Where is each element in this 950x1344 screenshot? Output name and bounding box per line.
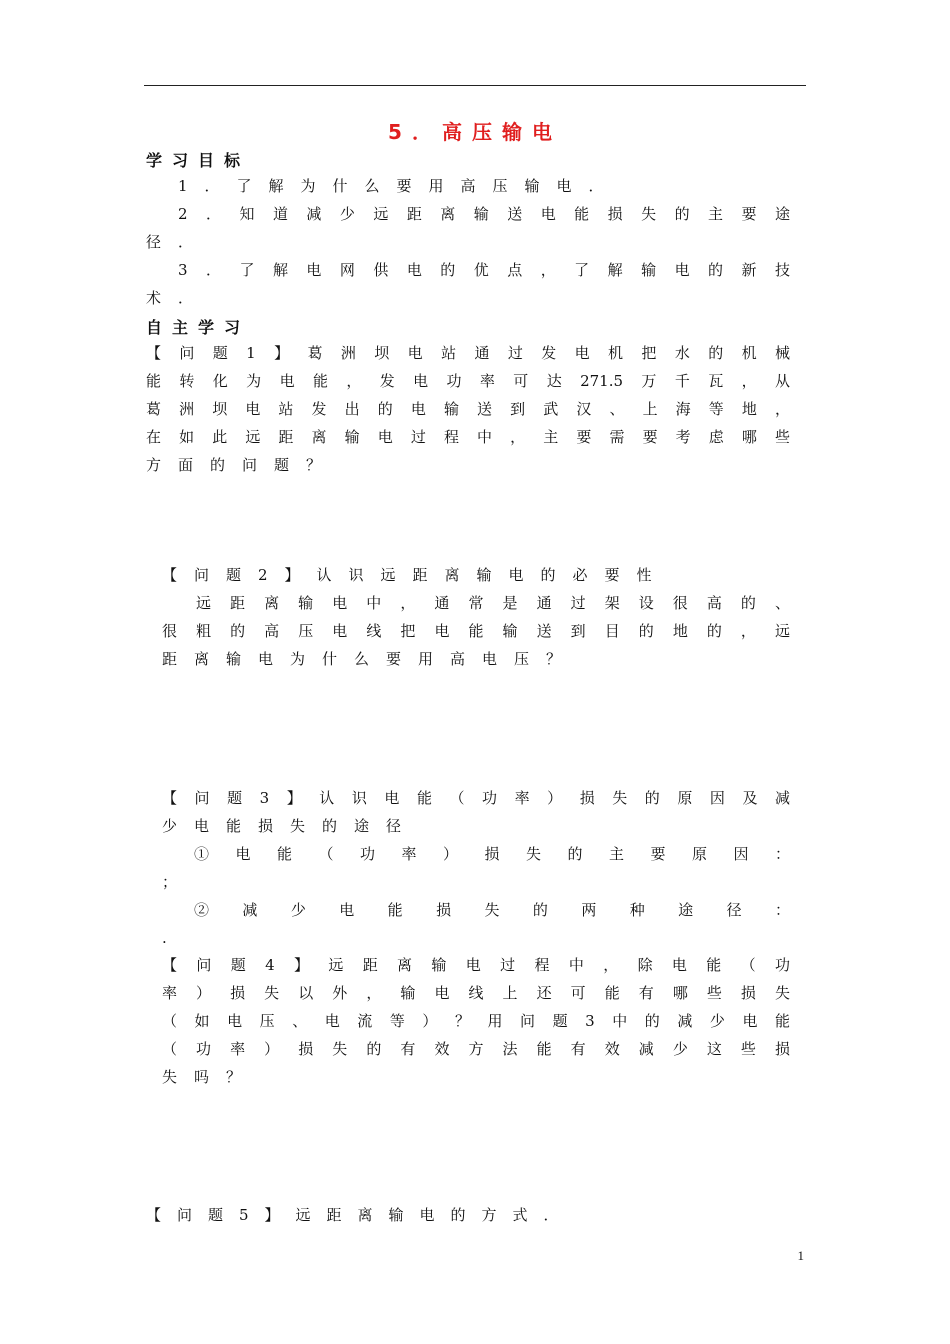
goal-3-cont: 术．	[146, 289, 211, 307]
goal-1: 1．了解为什么要用高压输电．	[178, 177, 621, 195]
goal-2: 2．知道减少远距离输送电能损失的主要途	[178, 205, 790, 223]
q3-reason-end: ；	[162, 873, 178, 891]
section-heading-goals: 学习目标	[146, 151, 251, 170]
goal-2-cont: 径．	[146, 233, 211, 251]
q4-line-3: （如电压、电流等）？用问题3中的减少电能	[162, 1012, 790, 1030]
q1-line-1: 【问题1】葛洲坝电站通过发电机把水的机械	[146, 344, 790, 362]
section-heading-self-study: 自主学习	[146, 318, 251, 337]
q3-reason: ①电能（功率）损失的主要原因：	[194, 845, 790, 863]
q4-line-5: 失吗？	[162, 1068, 259, 1086]
q5-line-1: 【问题5】远距离输电的方式．	[146, 1206, 575, 1224]
q1-line-5: 方面的问题？	[146, 456, 339, 474]
q3-ways-end: .	[162, 929, 167, 947]
q3-line-1: 【问题3】认识电能（功率）损失的原因及减	[162, 789, 790, 807]
q4-line-1: 【问题4】远距离输电过程中，除电能（功	[162, 956, 790, 974]
header-rule	[144, 85, 806, 86]
q4-line-4: （功率）损失的有效方法能有效减少这些损	[162, 1040, 790, 1058]
q4-line-2: 率）损失以外，输电线上还可能有哪些损失	[162, 984, 790, 1002]
q1-line-3: 葛洲坝电站发出的电输送到武汉、上海等地，	[146, 400, 790, 418]
q2-line-3: 很粗的高压电线把电能输送到目的地的，远	[162, 622, 790, 640]
goal-3: 3．了解电网供电的优点，了解输电的新技	[178, 261, 790, 279]
page-title: 5．高压输电	[388, 120, 562, 144]
q3-line-2: 少电能损失的途径	[162, 817, 419, 835]
q1-line-2: 能转化为电能，发电功率可达271.5万千瓦，从	[146, 372, 790, 390]
q1-line-4: 在如此远距离输电过程中，主要需要考虑哪些	[146, 428, 790, 446]
q2-line-2: 远距离输电中，通常是通过架设很高的、	[196, 594, 790, 612]
q2-line-4: 距离输电为什么要用高电压？	[162, 650, 579, 668]
q2-line-1: 【问题2】认识远距离输电的必要性	[162, 566, 669, 584]
page-number: 1	[797, 1248, 804, 1263]
q3-ways: ②减少电能损失的两种途径：	[194, 901, 790, 919]
